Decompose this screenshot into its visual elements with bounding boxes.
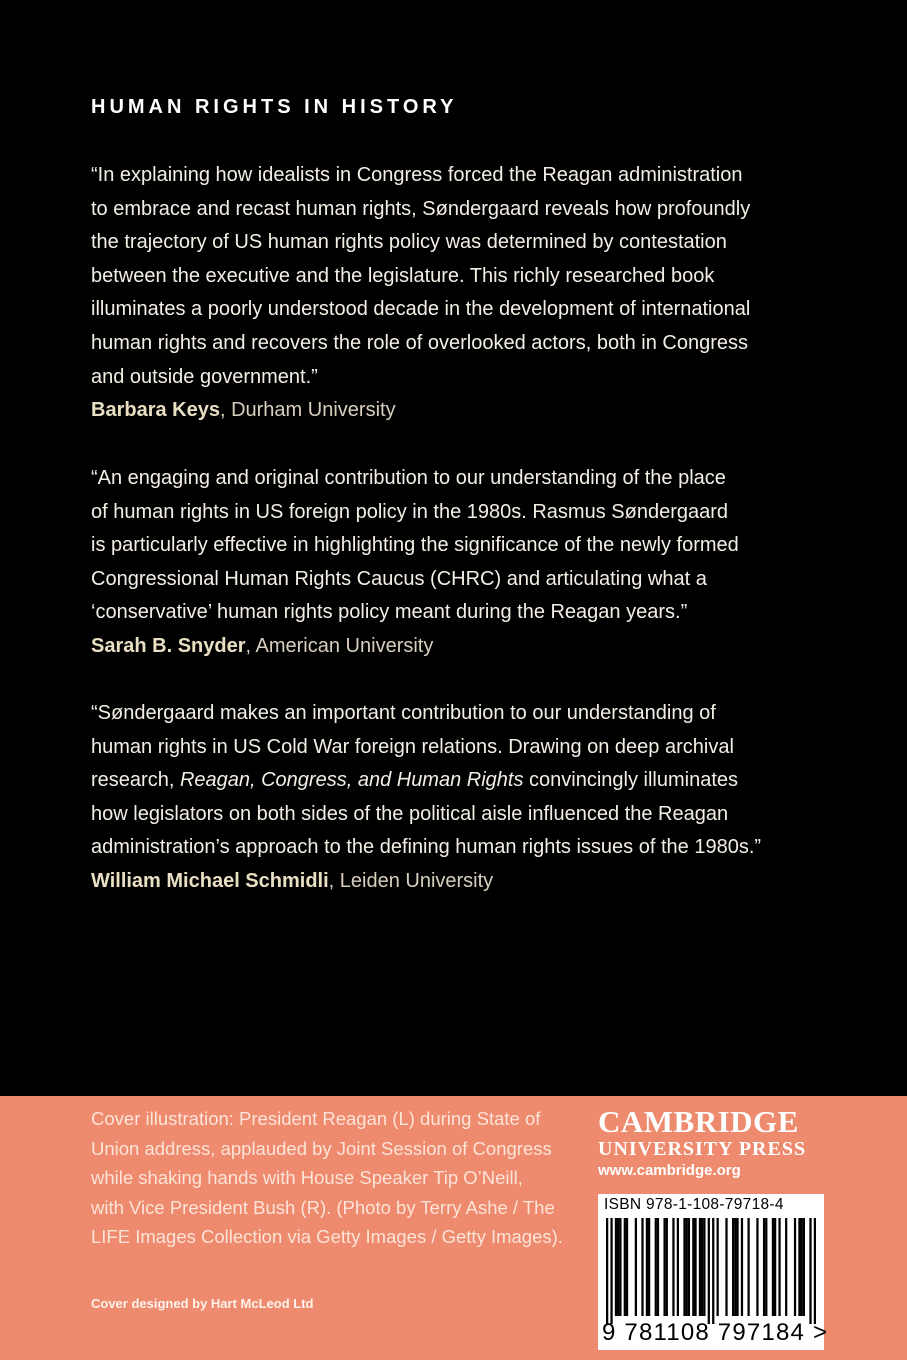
barcode-bar <box>747 1218 749 1316</box>
barcode-bar <box>803 1218 805 1316</box>
barcode-bar <box>798 1218 800 1316</box>
quote-line: “An engaging and original contribution to our understanding of the place <box>91 467 726 489</box>
barcode-bar <box>708 1218 710 1324</box>
barcode-bar <box>663 1218 665 1316</box>
quote-line: how legislators on both sides of the political aisle influenced the Reagan <box>91 802 729 825</box>
barcode-bar <box>734 1218 736 1316</box>
book-title: Reagan, Congress, and Human Rights <box>179 769 524 792</box>
barcode-bar <box>615 1218 617 1316</box>
barcode-bar <box>763 1218 765 1316</box>
quote-line: “In explaining how idealists in Congress forced the Reagan administration <box>91 164 743 186</box>
quote-line: administration’s approach to the defining human rights issues of the 1980s.” <box>91 836 762 859</box>
endorsement-quote-3 <box>91 697 831 899</box>
barcode-bar <box>657 1218 659 1316</box>
barcode-bar <box>774 1218 776 1316</box>
quote-line: between the executive and the legislature. This richly researched book <box>91 264 715 287</box>
caption-line: Union address, applauded by Joint Session of Congress <box>91 1137 552 1159</box>
quote-line: the trajectory of US human rights policy was determined by contestation <box>91 231 727 254</box>
barcode-bar <box>619 1218 621 1316</box>
quote-affiliation: , Durham University <box>219 399 396 422</box>
barcode-bar <box>732 1218 734 1316</box>
barcode-bar <box>610 1218 612 1324</box>
publisher-url: www.cambridge.org <box>598 1162 741 1179</box>
barcode-bar <box>666 1218 668 1316</box>
barcode-bar <box>717 1218 719 1316</box>
barcode-bar <box>801 1218 803 1316</box>
barcode-bar <box>736 1218 738 1316</box>
quote-line: of human rights in US foreign policy in the 1980s. Rasmus Søndergaard <box>91 500 729 523</box>
barcode-bar <box>635 1218 637 1316</box>
quote-text: convincingly illuminates <box>523 769 739 792</box>
quote-line: “Søndergaard makes an important contribution to our understanding of <box>91 702 716 724</box>
quote-line <box>91 764 831 798</box>
publisher-subtitle: UNIVERSITY PRESS <box>598 1138 807 1160</box>
barcode-bar <box>617 1218 619 1316</box>
quote-line: to embrace and recast human rights, Søndergaard reveals how profoundly <box>91 197 751 220</box>
isbn-number: ISBN 978-1-108-79718-4 <box>604 1196 784 1213</box>
barcode-bar <box>624 1218 626 1316</box>
barcode-bar <box>688 1218 690 1316</box>
barcode-bar <box>785 1218 787 1316</box>
quote-text: research, <box>91 769 180 792</box>
quote-affiliation: , American University <box>245 634 434 657</box>
quote-author: Sarah B. Snyder <box>91 634 246 657</box>
barcode-bar <box>655 1218 657 1316</box>
barcode-bar <box>692 1218 694 1316</box>
barcode-bar <box>772 1218 774 1316</box>
barcode-bar <box>765 1218 767 1316</box>
barcode-bar <box>741 1218 743 1316</box>
quote-attribution <box>91 630 831 664</box>
barcode-bar <box>814 1218 816 1324</box>
barcode-bar <box>641 1218 643 1316</box>
caption-line: with Vice President Bush (R). (Photo by Terry Ashe / The <box>91 1196 555 1218</box>
barcode-bar <box>686 1218 688 1316</box>
barcode-bar <box>646 1218 648 1316</box>
quote-attribution <box>91 865 831 899</box>
quote-line: Congressional Human Rights Caucus (CHRC) and articulating what a <box>91 567 707 590</box>
barcode-bar <box>672 1218 674 1316</box>
barcode-bar <box>694 1218 696 1316</box>
isbn-barcode <box>598 1194 829 1350</box>
quote-line: and outside government.” <box>91 365 318 388</box>
barcode-bar <box>756 1218 758 1316</box>
caption-line: while shaking hands with House Speaker Tip O’Neill, <box>91 1167 523 1188</box>
publisher-name: CAMBRIDGE <box>598 1104 799 1139</box>
quote-line: is particularly effective in highlighting the significance of the newly formed <box>91 534 739 557</box>
quote-line: ‘conservative’ human rights policy meant during the Reagan years.” <box>91 601 688 624</box>
barcode-bar <box>648 1218 650 1316</box>
quote-attribution <box>91 394 831 428</box>
footer-panel <box>0 1096 907 1360</box>
quote-line: human rights and recovers the role of overlooked actors, both in Congress <box>91 331 749 354</box>
publisher-logo <box>598 1106 828 1179</box>
quote-line: human rights in US Cold War foreign relations. Drawing on deep archival <box>91 735 734 758</box>
caption-line: Cover illustration: President Reagan (L) during State of <box>91 1108 541 1129</box>
cover-illustration-caption <box>91 1104 586 1252</box>
cover-designer-credit: Cover designed by Hart McLeod Ltd <box>91 1296 314 1311</box>
barcode-bar <box>794 1218 796 1316</box>
barcode-bar <box>703 1218 705 1316</box>
barcode-bar <box>683 1218 685 1316</box>
series-title: HUMAN RIGHTS IN HISTORY <box>91 96 458 118</box>
quote-line: illuminates a poorly understood decade in the development of international <box>91 298 751 321</box>
quote-author: Barbara Keys <box>91 399 220 422</box>
quote-affiliation: , Leiden University <box>328 869 494 892</box>
endorsement-quote-1 <box>91 159 831 428</box>
barcode-digits: 9 781108 797184 > <box>602 1319 829 1346</box>
barcode-bar <box>712 1218 714 1324</box>
barcode-bar <box>778 1218 780 1316</box>
barcode-bar <box>677 1218 679 1316</box>
barcode-bar <box>725 1218 727 1316</box>
barcode-bars <box>606 1218 816 1324</box>
barcode-bar <box>701 1218 703 1316</box>
quote-author: William Michael Schmidli <box>91 869 329 892</box>
caption-line: LIFE Images Collection via Getty Images / Getty Images). <box>91 1226 563 1247</box>
barcode-bar <box>809 1218 811 1324</box>
barcode-bar <box>626 1218 628 1316</box>
barcode-bar <box>699 1218 701 1316</box>
endorsement-quote-2 <box>91 462 831 664</box>
barcode-bar <box>606 1218 608 1324</box>
